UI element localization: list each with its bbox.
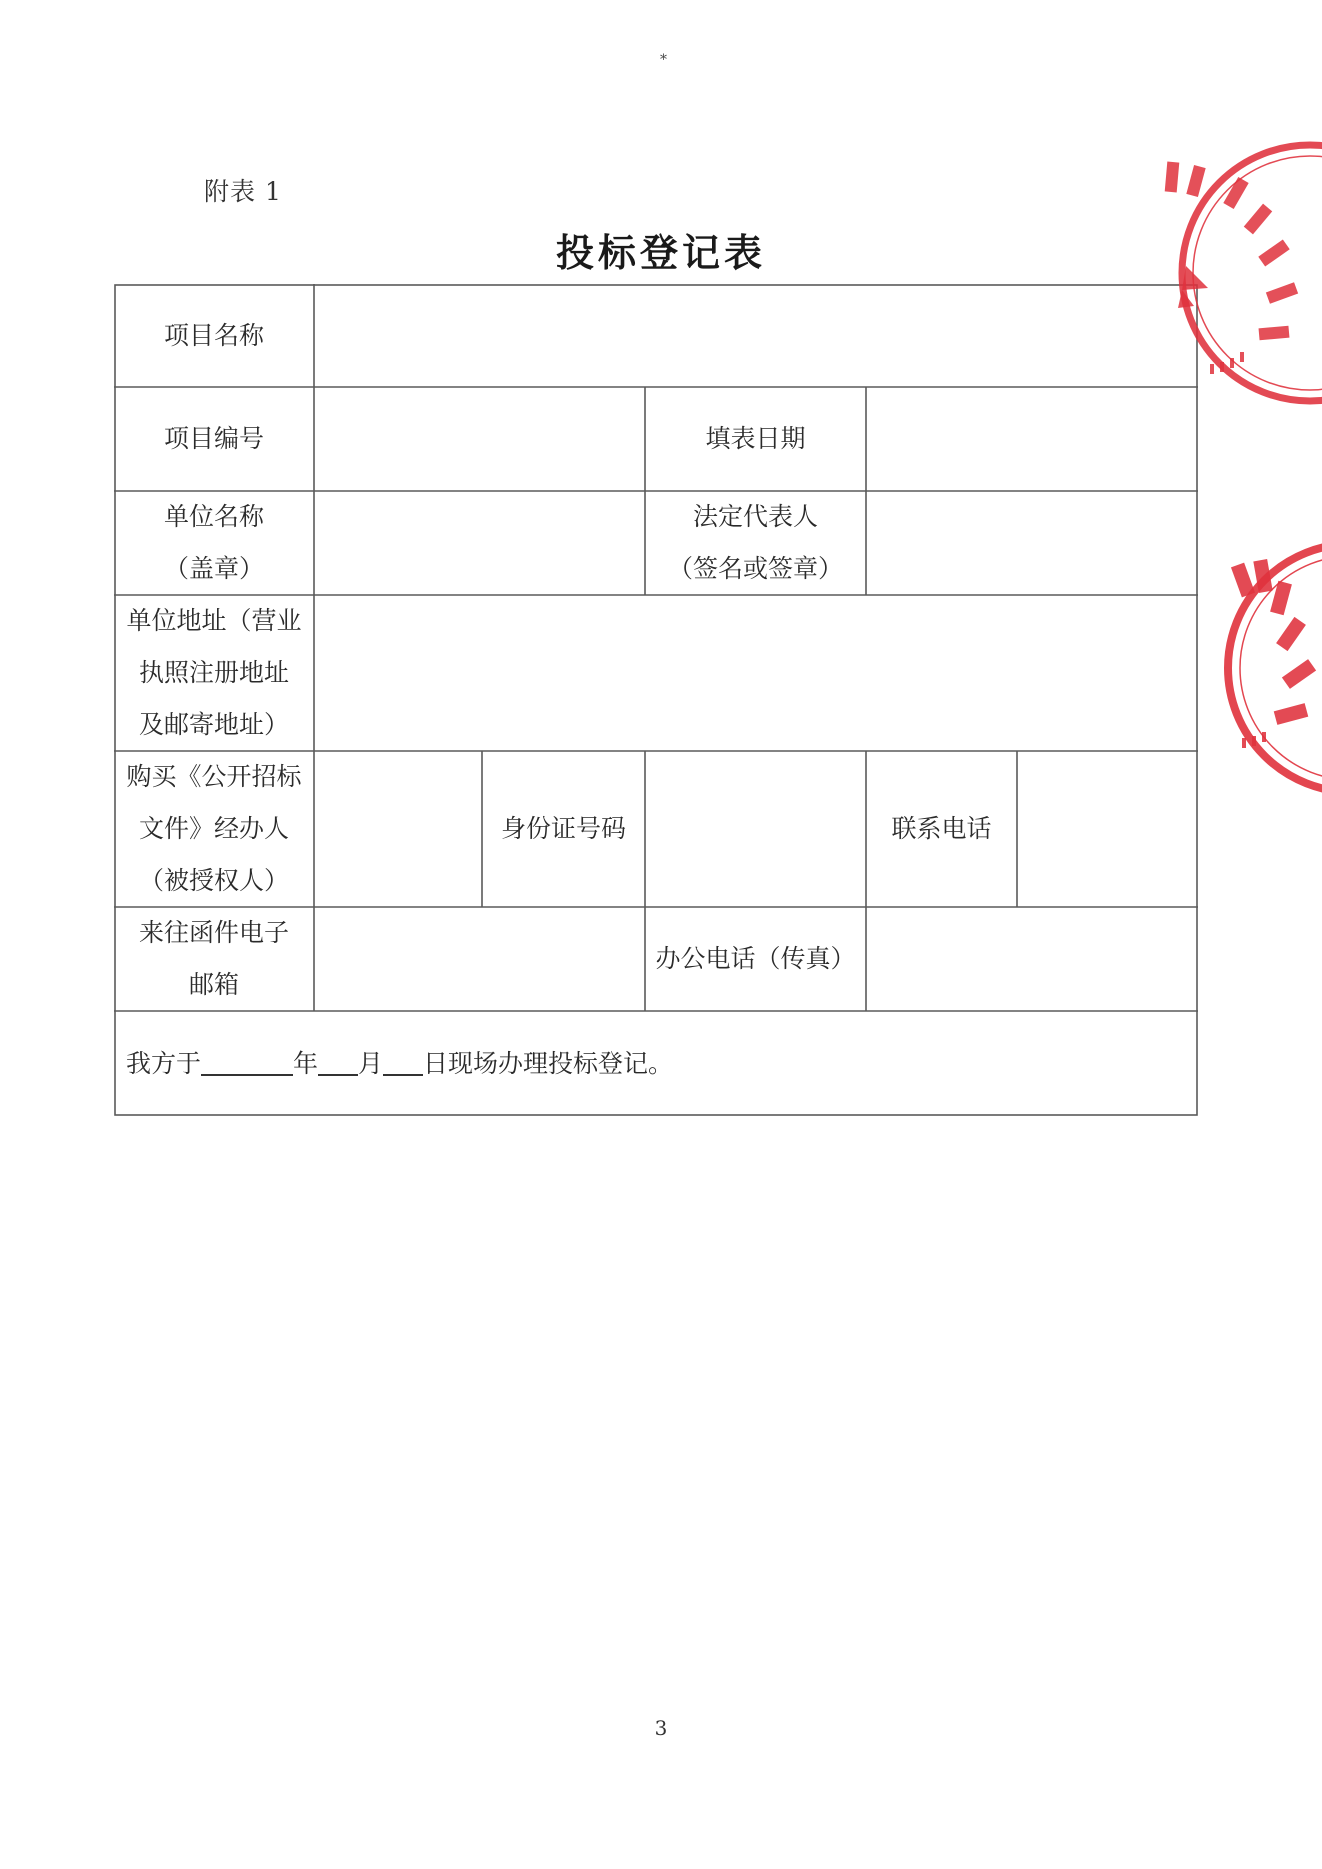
purchaser-label [114, 751, 314, 907]
unit-address-field[interactable] [314, 595, 1198, 751]
contact-phone-label [866, 751, 1017, 907]
unit-name-label [114, 491, 314, 595]
project-number-label [114, 387, 314, 491]
purchaser-field[interactable] [314, 751, 482, 907]
fill-date-field[interactable] [866, 387, 1198, 491]
statement-year: 年 [293, 1049, 319, 1078]
email-field[interactable] [314, 907, 645, 1011]
registration-statement [126, 1044, 673, 1080]
legal-representative-label-line1: 法定代表人 [692, 502, 818, 531]
registration-form-table [114, 284, 1198, 1116]
id-number-label [482, 751, 645, 907]
email-label [114, 907, 314, 1011]
year-blank[interactable] [201, 1050, 293, 1076]
top-mark: * [660, 52, 667, 68]
contact-phone-field[interactable] [1017, 751, 1198, 907]
legal-representative-label-line2: （签名或签章） [667, 554, 843, 583]
office-phone-label [645, 907, 866, 1011]
fill-date-label-text: 填表日期 [705, 424, 806, 453]
purchaser-label-line3: （被授权人） [138, 866, 289, 895]
page-title: 投标登记表 [555, 230, 766, 275]
email-label-line2: 邮箱 [188, 970, 239, 999]
company-seal-top-icon [1160, 138, 1322, 408]
project-name-field[interactable] [314, 284, 1198, 387]
unit-address-label [114, 595, 314, 751]
statement-month: 月 [358, 1049, 384, 1078]
id-number-field[interactable] [645, 751, 866, 907]
unit-name-label-line2: （盖章） [163, 554, 264, 583]
project-number-label-text: 项目编号 [163, 424, 264, 453]
company-seal-top [1160, 138, 1322, 408]
month-blank[interactable] [318, 1050, 358, 1076]
project-name-label-text: 项目名称 [163, 320, 264, 350]
office-phone-field[interactable] [866, 907, 1198, 1011]
unit-name-field[interactable] [314, 491, 645, 595]
statement-suffix: 日现场办理投标登记。 [423, 1049, 674, 1078]
id-number-label-text: 身份证号码 [500, 814, 626, 843]
purchaser-label-line2: 文件》经办人 [138, 814, 289, 843]
project-name-label [114, 284, 314, 387]
appendix-label: 附表 1 [204, 177, 282, 206]
day-blank[interactable] [383, 1050, 423, 1076]
unit-name-label-line1: 单位名称 [163, 502, 264, 531]
legal-representative-label [645, 491, 866, 595]
unit-address-label-line2: 执照注册地址 [138, 658, 289, 687]
company-seal-bottom-icon [1222, 538, 1322, 798]
page-number: 3 [654, 1716, 668, 1740]
email-label-line1: 来往函件电子 [138, 918, 289, 947]
unit-address-label-line3: 及邮寄地址） [138, 710, 289, 739]
statement-prefix: 我方于 [126, 1049, 202, 1078]
purchaser-label-line1: 购买《公开招标 [126, 762, 302, 791]
contact-phone-label-text: 联系电话 [891, 814, 992, 843]
company-seal-bottom [1222, 538, 1322, 798]
unit-address-label-line1: 单位地址（营业 [126, 606, 302, 635]
fill-date-label [645, 387, 866, 491]
office-phone-label-text: 办公电话（传真） [655, 944, 856, 973]
project-number-field[interactable] [314, 387, 645, 491]
legal-representative-field[interactable] [866, 491, 1198, 595]
